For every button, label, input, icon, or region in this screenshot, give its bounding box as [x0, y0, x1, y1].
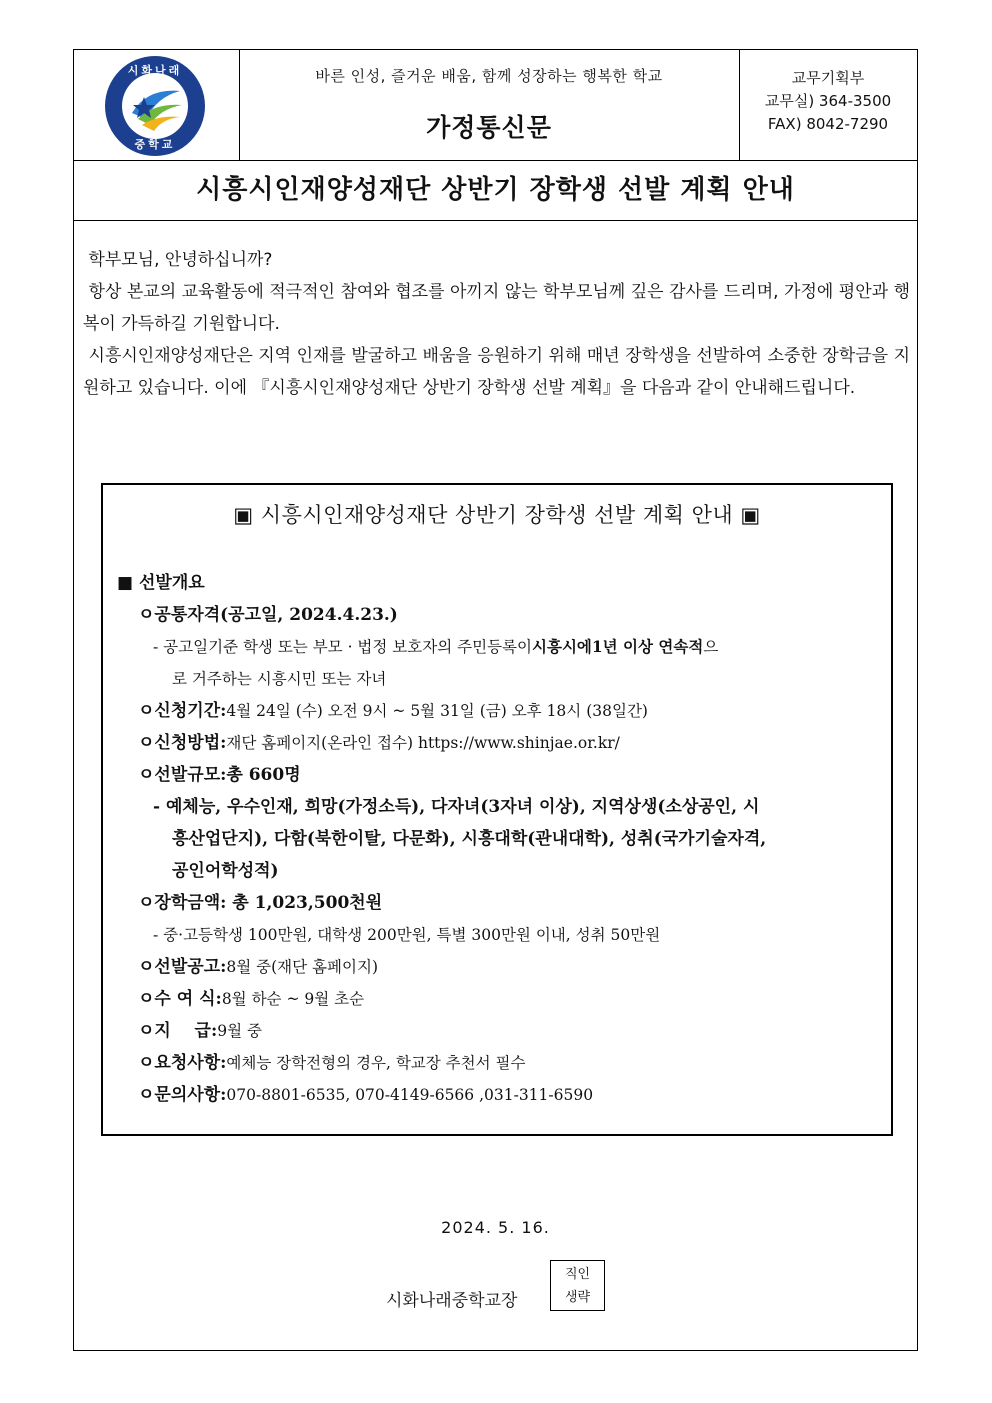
box-body [117, 567, 877, 1111]
common-qualification-detail-1: - 공고일기준 학생 또는 부모 · 법정 보호자의 주민등록이시흥시에1년 이상 연속적으 [153, 637, 719, 656]
issue-date: 2024. 5. 16. [441, 1218, 550, 1237]
scholarship-amount: ㅇ장학금액: 총 1,023,500천원 [138, 893, 383, 913]
selection-categories-3: 공인어학성적) [172, 861, 279, 881]
newsletter-page [73, 49, 918, 1351]
intro-text [83, 244, 910, 404]
office-phone: 교무실) 364-3500 [764, 92, 892, 110]
contact-info: ㅇ문의사항:070-8801-6535, 070-4149-6566 ,031-311-6590 [138, 1085, 594, 1105]
intro-paragraph-1: 항상 본교의 교육활동에 적극적인 참여와 협조를 아끼지 않는 학부모님께 깊은 감사를 드리며, 가정에 평안과 행복이 가득하길 기원합니다. [83, 282, 911, 334]
common-qualification-detail-2: 로 거주하는 시흥시민 또는 자녀 [172, 670, 387, 688]
emblem-bottom-text: 중학교 [134, 138, 176, 151]
school-motto: 바른 인성, 즐거운 배움, 함께 성장하는 행복한 학교 [315, 67, 663, 85]
department: 교무기획부 [791, 69, 865, 87]
award-ceremony: ㅇ수 여 식:8월 하순 ~ 9월 초순 [138, 989, 365, 1009]
logo-cell [74, 50, 240, 160]
box-title: ▣ 시흥시인재양성재단 상반기 장학생 선발 계획 안내 ▣ [233, 503, 761, 527]
contact-block [739, 50, 917, 160]
seal-line-2: 생략 [564, 1290, 591, 1305]
letterhead [74, 50, 917, 161]
selection-categories-1: - 예체능, 우수인재, 희망(가정소득), 다자녀(3자녀 이상), 지역상생(소상공인, 시 [153, 797, 760, 817]
page-title: 시흥시인재양성재단 상반기 장학생 선발 계획 안내 [74, 160, 917, 221]
greeting: 학부모님, 안녕하십니까? [88, 250, 273, 270]
principal-signature: 시화나래중학교장 [386, 1291, 518, 1311]
seal-line-1: 직인 [564, 1267, 591, 1282]
emblem-top-text: 시화나래 [127, 64, 183, 77]
common-qualification: ㅇ공통자격(공고일, 2024.4.23.) [138, 605, 398, 625]
selection-categories-2: 흥산업단지), 다함(북한이탈, 다문화), 시흥대학(관내대학), 성취(국가기술자격, [172, 829, 767, 849]
scholarship-amount-detail: - 중·고등학생 100만원, 대학생 200만원, 특별 300만원 이내, 성취 50만원 [153, 926, 661, 944]
application-period: ㅇ신청기간:4월 24일 (수) 오전 9시 ~ 5월 31일 (금) 오후 18시 (38일간) [138, 701, 648, 721]
selection-notice: ㅇ선발공고:8월 중(재단 홈페이지) [138, 957, 378, 977]
scholarship-info-box [101, 483, 893, 1136]
seal-stamp [550, 1260, 605, 1311]
selection-scale: ㅇ선발규모:총 660명 [138, 765, 301, 785]
fax-number: FAX) 8042-7290 [767, 115, 889, 133]
payment-date: ㅇ지 급:9월 중 [138, 1021, 262, 1041]
intro-paragraph-2: 시흥시인재양성재단은 지역 인재를 발굴하고 배움을 응원하기 위해 매년 장학생을 선발하여 소중한 장학금을 지원하고 있습니다. 이에 『시흥시인재양성재단 상반기 장학생 선발 계획』을 다음과 같이 안내해드립니다. [83, 346, 910, 398]
section-heading: ■ 선발개요 [117, 573, 205, 593]
letterhead-center [239, 50, 740, 160]
request-note: ㅇ요청사항:예체능 장학전형의 경우, 학교장 추천서 필수 [138, 1053, 526, 1073]
newsletter-heading: 가정통신문 [426, 113, 552, 142]
application-method: ㅇ신청방법:재단 홈페이지(온라인 접수) https://www.shinjae.or.kr/ [138, 733, 620, 753]
